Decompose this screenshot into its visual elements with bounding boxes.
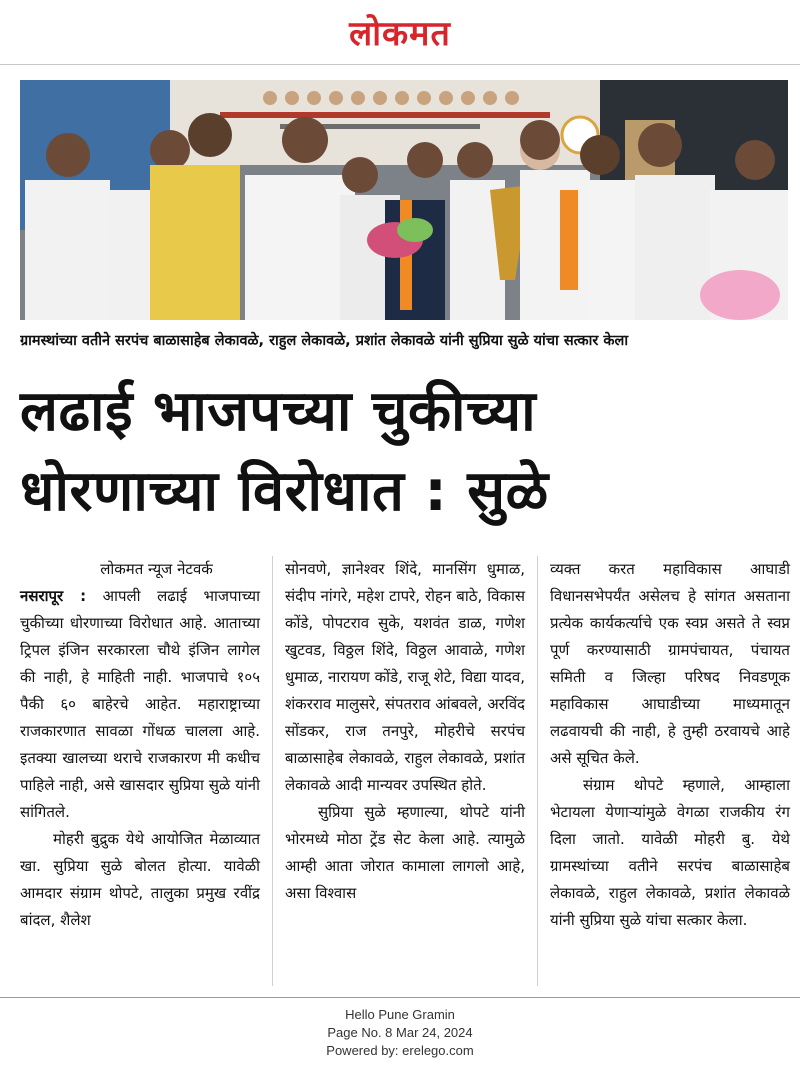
- article-column-3: [550, 556, 790, 986]
- felicitation-photo-illustration: [20, 80, 788, 320]
- article-paragraph: संग्राम थोपटे म्हणाले, आम्हाला भेटायला येणाऱ्यांमुळे वेगळा राजकीय रंग दिला जातो. यावेळी मोहरी बु. येथे ग्रामस्थांच्या वतीने सरपंच बाळासाहेब लेकावळे, राहुल लेकावळे, प्रशांत लेकावळे यांनी सुप्रिया सुळे यांचा सत्कार केला.: [549, 776, 790, 929]
- column-divider: [537, 556, 538, 986]
- article-body: [20, 556, 790, 986]
- powered-by[interactable]: Powered by: erelego.com: [326, 1043, 474, 1058]
- event-photo: [20, 80, 788, 320]
- headline-line-1: लढाई भाजपच्या चुकीच्या: [20, 379, 537, 444]
- page-and-date: Page No. 8 Mar 24, 2024: [327, 1025, 473, 1040]
- article-paragraph: मोहरी बुद्रुक येथे आयोजित मेळाव्यात खा. सुप्रिया सुळे बोलत होत्या. यावेळी आमदार संग्राम थोपटे, तालुका प्रमुख रवींद्र बांदल, शैलेश: [20, 830, 261, 929]
- headline-line-2: धोरणाच्या विरोधात : सुळे: [20, 459, 549, 524]
- article-paragraph: सोनवणे, ज्ञानेश्वर शिंदे, मानसिंग धुमाळ, संदीप नांगरे, महेश टापरे, रोहन बाठे, विकास कोंडे, पोपटराव सुके, यशवंत डाळ, गणेश खुटवड, विठ्ठल शिंदे, विठ्ठल आवाळे, गणेश धुमाळ, नारायण कोंडे, राजू शेटे, विद्या यादव, शंकरराव मालुसरे, संपतराव आंबवले, अरविंद सोंडकर, राज तनपुरे, मोहरीचे सरपंच बाळासाहेब लेकावळे, राहुल लेकावळे, प्रशांत लेकावळे आदी मान्यवर उपस्थित होते.: [284, 560, 525, 794]
- byline: लोकमत न्यूज नेटवर्क: [100, 560, 213, 578]
- footer-divider: [0, 997, 800, 998]
- article-paragraph: [20, 583, 260, 826]
- masthead: [0, 0, 800, 64]
- edition-name: Hello Pune Gramin: [345, 1007, 455, 1022]
- page-footer: [0, 1006, 800, 1060]
- paragraph-text: आपली लढाई भाजपाच्या चुकीच्या धोरणाच्या विरोधात आहे. आताच्या ट्रिपल इंजिन सरकारला चौथे इंजिन लागेल की नाही, हे माहिती नाही. भाजपाचे १०५ पैकी ६० बाहेरचे आहेत. महाराष्ट्राच्या राजकारणात सावळा गोंधळ चालला आहे. इतक्या खालच्या थराचे राजकारण मी कधीच पाहिले नाही, असे खासदार सुप्रिया सुळे यांनी सांगितले.: [20, 587, 261, 821]
- photo-caption: ग्रामस्थांच्या वतीने सरपंच बाळासाहेब लेकावळे, राहुल लेकावळे, प्रशांत लेकावळे यांनी सुप्रिया सुळे यांचा सत्कार केला: [20, 333, 629, 349]
- article-column-2: [285, 556, 525, 986]
- newspaper-logo[interactable]: लोकमत: [349, 14, 451, 54]
- masthead-divider: [0, 64, 800, 65]
- column-divider: [272, 556, 273, 986]
- dateline: नसरापूर :: [20, 587, 87, 605]
- article-paragraph: व्यक्त करत महाविकास आघाडी विधानसभेपर्यंत असेलच हे सांगत असताना प्रत्येक कार्यकर्त्याचे एक स्वप्न असते ते स्वप्न पूर्ण करण्यासाठी ग्रामपंचायत, पंचायत समिती व जिल्हा परिषद निवडणूक महाविकास आघाडीच्या माध्यमातून लढवायची की नाही, हे तुम्ही ठरवायचे आहे असे सूचित केले.: [549, 560, 790, 767]
- article-headline: [20, 372, 788, 532]
- article-paragraph: सुप्रिया सुळे म्हणाल्या, थोपटे यांनी भोरमध्ये मोठा ट्रेंड सेट केला आहे. त्यामुळे आम्ही आता जोरात कामाला लागलो आहे, असा विश्वास: [284, 803, 525, 902]
- article-column-1: [20, 556, 260, 986]
